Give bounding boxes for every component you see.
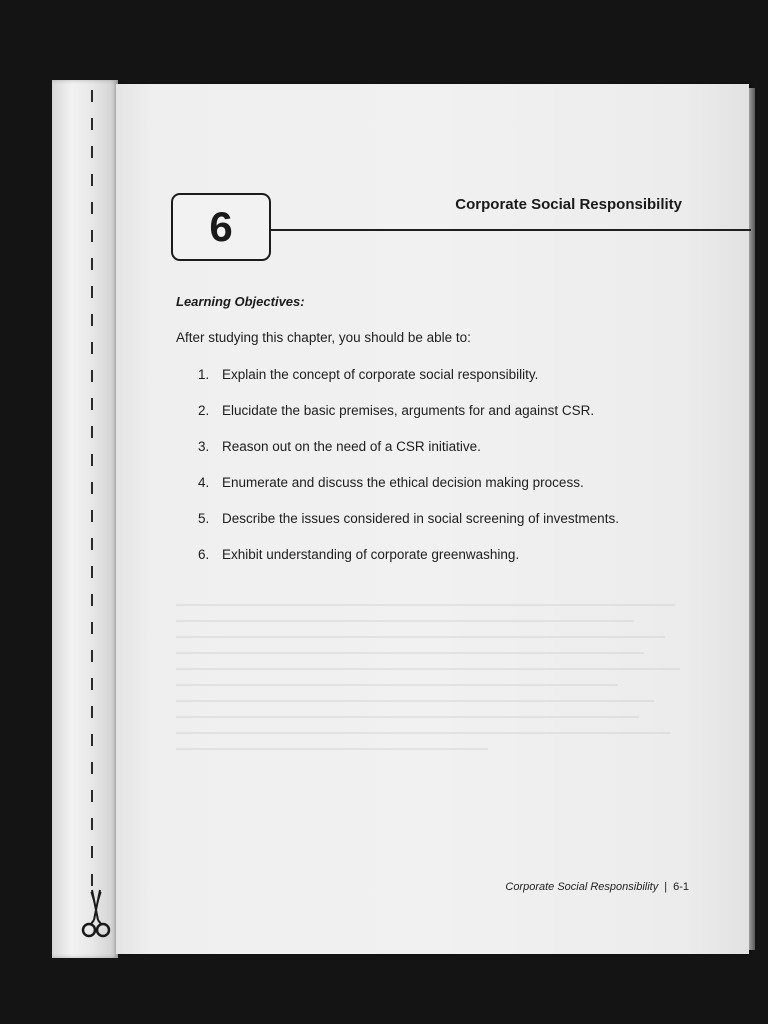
cut-line-dash [91, 846, 93, 858]
list-item [198, 475, 619, 511]
chapter-title: Corporate Social Responsibility [455, 196, 682, 213]
item-text: Reason out on the need of a CSR initiative. [222, 439, 481, 454]
cut-line-dash [91, 594, 93, 606]
page-number: 6-1 [673, 881, 689, 893]
page-edge [749, 88, 755, 950]
show-through-texture [176, 604, 696, 864]
cut-line-dash [91, 482, 93, 494]
cut-line-dash [91, 314, 93, 326]
cut-line-dash [91, 398, 93, 410]
item-text: Enumerate and discuss the ethical decision making process. [222, 475, 584, 490]
chapter-number: 6 [209, 203, 233, 250]
cut-line-dash [91, 202, 93, 214]
item-number: 5. [198, 511, 210, 526]
cut-line-dash [91, 370, 93, 382]
cut-line-dash [91, 454, 93, 466]
cut-line-dash [91, 174, 93, 186]
item-number: 4. [198, 475, 210, 490]
chapter-rule [271, 229, 751, 231]
cut-line-dash [91, 146, 93, 158]
cut-line-dash [91, 678, 93, 690]
list-item [198, 511, 619, 547]
cut-line-dash [91, 622, 93, 634]
cut-line-dash [91, 510, 93, 522]
cut-line-dash [91, 790, 93, 802]
page-footer [505, 881, 689, 893]
cut-line-dash [91, 874, 93, 886]
cut-line-dash [91, 818, 93, 830]
item-text: Elucidate the basic premises, arguments for and against CSR. [222, 403, 595, 418]
footer-title: Corporate Social Responsibility [505, 881, 659, 893]
cut-line-dash [91, 230, 93, 242]
objectives-intro: After studying this chapter, you should be able to: [176, 330, 471, 345]
chapter-number-box [171, 193, 271, 261]
cut-line [88, 80, 96, 910]
scissors-icon [78, 886, 114, 946]
cut-line-dash [91, 342, 93, 354]
item-text: Explain the concept of corporate social responsibility. [222, 367, 539, 382]
cut-line-dash [91, 286, 93, 298]
item-text: Exhibit understanding of corporate greenwashing. [222, 547, 520, 562]
cut-line-dash [91, 566, 93, 578]
item-number: 1. [198, 367, 210, 382]
cut-line-dash [91, 734, 93, 746]
list-item [198, 403, 619, 439]
cut-line-dash [91, 538, 93, 550]
objectives-list [198, 367, 619, 583]
book-page [116, 84, 749, 954]
list-item [198, 439, 619, 475]
cut-line-dash [91, 650, 93, 662]
list-item [198, 547, 619, 583]
item-number: 2. [198, 403, 210, 418]
cut-line-dash [91, 706, 93, 718]
cut-line-dash [91, 90, 93, 102]
objectives-heading: Learning Objectives: [176, 294, 305, 309]
binding-strip [52, 80, 118, 958]
cut-line-dash [91, 426, 93, 438]
cut-line-dash [91, 118, 93, 130]
item-text: Describe the issues considered in social screening of investments. [222, 511, 619, 526]
cut-line-dash [91, 258, 93, 270]
item-number: 6. [198, 547, 210, 562]
list-item [198, 367, 619, 403]
footer-separator: | [664, 881, 668, 893]
cut-line-dash [91, 762, 93, 774]
item-number: 3. [198, 439, 210, 454]
